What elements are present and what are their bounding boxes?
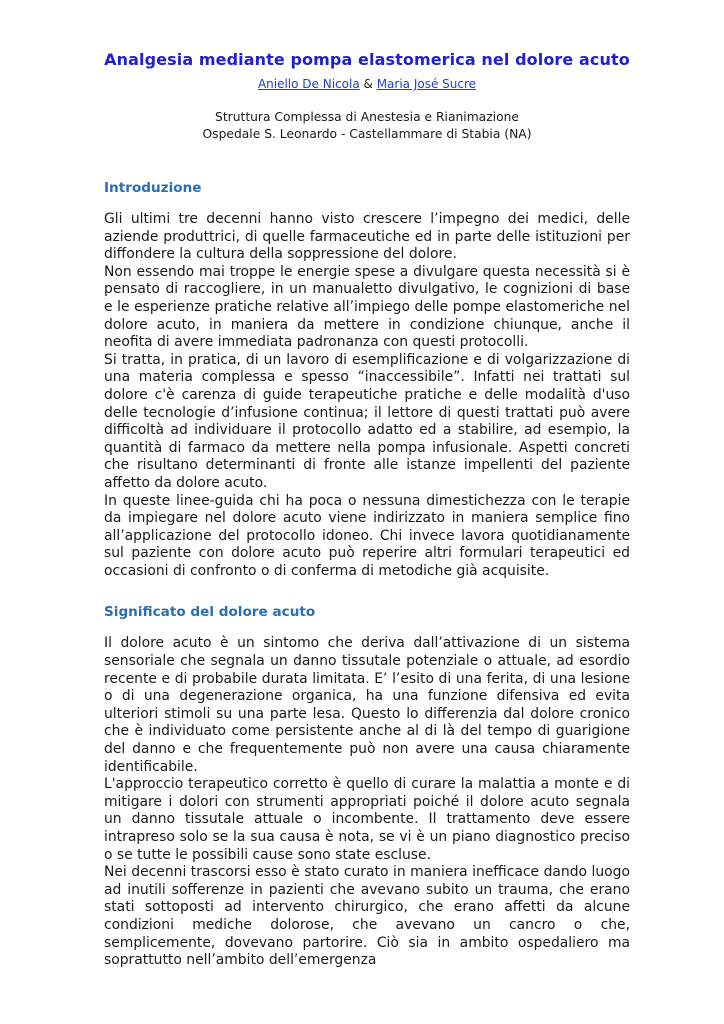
section-heading: Introduzione — [104, 180, 202, 196]
paragraph: Gli ultimi tre decenni hanno visto crescere l’impegno dei medici, delle aziende produttrici, di quelle farmaceutiche ed in parte delle istituzioni per diffondere la cultura della soppressione del dolore. — [104, 211, 630, 263]
affiliation — [104, 109, 630, 143]
affiliation-line-2: Ospedale S. Leonardo - Castellammare di Stabia (NA) — [202, 127, 532, 141]
affiliation-line-1: Struttura Complessa di Anestesia e Rianimazione — [215, 110, 519, 124]
paragraph: In queste linee-guida chi ha poca o nessuna dimestichezza con le terapie da impiegare nel dolore acuto viene indirizzato in maniera semplice fino all’applicazione del protocollo idoneo. Chi invece lavora quotidianamente sul paziente con dolore acuto può reperire altri formulari terapeutici ed occasioni di confronto o di conferma di metodiche già acquisite. — [104, 492, 630, 579]
paragraph: Il dolore acuto è un sintomo che deriva dall’attivazione di un sistema sensoriale che segnala un danno tissutale potenziale o attuale, ad esordio recente e di probabile durata limitata. E’ l’esito di una ferita, di una lesione o di una degenerazione organica, ha una funzione difensiva ed evita ulteriori stimoli su una parte lesa. Questo lo differenzia dal dolore cronico che è individuato come persistente anche al di là del tempo di guarigione del danno e che frequentemente può non avere una causa chiaramente identificabile. — [104, 635, 630, 775]
author-link-de-nicola[interactable]: Aniello De Nicola — [257, 77, 360, 91]
section-heading: Significato del dolore acuto — [104, 604, 316, 621]
author-link-sucre[interactable]: Maria José Sucre — [376, 77, 477, 91]
paragraph: Nei decenni trascorsi esso è stato curato in maniera inefficace dando luogo ad inutili sofferenze in pazienti che avevano subito un trauma, che erano stati sottoposti ad intervento chirurgico, che erano affetti da alcune condizioni mediche dolorose, che avevano un cancro o che, semplicemente, dovevano partorire. Ciò sia in ambito ospedaliero ma soprattutto nell’ambito dell’emergenza — [104, 864, 630, 969]
document-page — [104, 50, 630, 970]
section-introduzione — [104, 180, 630, 580]
author-separator: & — [363, 77, 373, 91]
paragraph: Non essendo mai troppe le energie spese a divulgare questa necessità si è pensato di raccogliere, in un manualetto divulgativo, le cognizioni di base e le esperienze pratiche relative all’impiego delle pompe elastomeriche nel dolore acuto, in maniera da mettere in condizione chiunque, anche il neofita di avere immediata padronanza con questi protocolli. — [104, 263, 630, 351]
paragraph: L'approccio terapeutico corretto è quello di curare la malattia a monte e di mitigare i dolori con strumenti appropriati poiché il dolore acuto segnala un danno tissutale attuale o incombente. Il trattamento deve essere intrapreso solo se la sua causa è nota, se vi è un piano diagnostico preciso o se tutte le possibili cause sono state escluse. — [104, 776, 630, 863]
paragraph: Si tratta, in pratica, di un lavoro di esemplificazione e di volgarizzazione di una materia complessa e spesso “inaccessibile”. Infatti nei trattati sul dolore c'è carenza di guide terapeutiche pratiche e delle modalità d'uso delle tecnologie d’infusione continua; il lettore di questi trattati può avere difficoltà ad individuare il protocollo adatto ed a stabilire, ad esempio, la quantità di farmaco da mettere nella pompa infusionale. Aspetti concreti che risultano determinanti di fronte alle istanze impellenti del paziente affetto da dolore acuto. — [104, 351, 630, 491]
author-line — [104, 77, 630, 91]
document-title: Analgesia mediante pompa elastomerica nel dolore acuto — [104, 50, 630, 69]
section-significato-dolore-acuto — [104, 604, 630, 969]
